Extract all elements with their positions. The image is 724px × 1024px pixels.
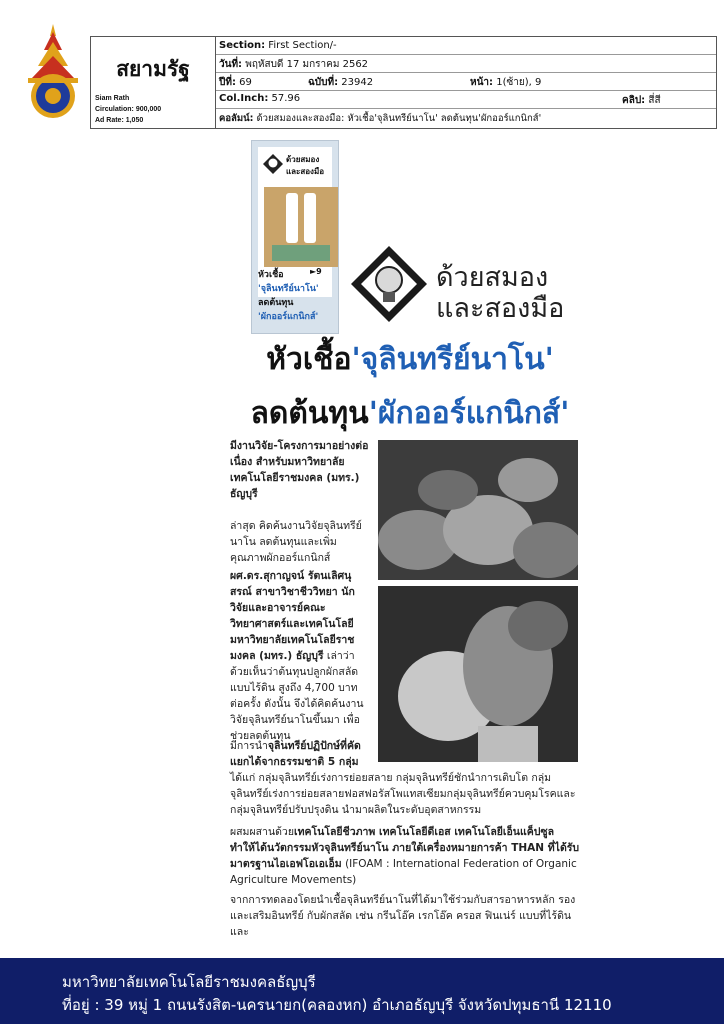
clip-label: คลิป:	[622, 95, 646, 106]
circulation: Circulation: 900,000	[95, 106, 162, 113]
article-paragraph-6	[230, 824, 582, 888]
teaser-page-ref: ►9	[310, 267, 322, 276]
year-row	[219, 75, 252, 90]
article-paragraph-7: จากการทดลองโดยนำเชื้อจุลินทรีย์นาโนที่ได้มาใช้ร่วมกับสารอาหารหลัก รองและเสริมอินทรีย์ กับผักสลัด เช่น กรีนโอ๊ค เรกโอ๊ค ครอส ฟินเน่ร์ แบบที่ไร้ดินและ	[230, 894, 576, 938]
publication-en: Siam Rath	[95, 95, 130, 102]
page-label: หน้า:	[470, 77, 494, 88]
column-value: ด้วยสมองและสองมือ: หัวเชื้อ'จุลินทรีย์นาโน' ลดต้นทุน'ผักออร์แกนิกส์'	[256, 113, 542, 124]
year-label: ปีที่:	[219, 77, 236, 88]
date-label: วันที่:	[219, 59, 243, 70]
front-page-teaser	[251, 140, 339, 334]
paragraph-4-start: มีการนำ	[230, 740, 268, 752]
clipping-info-table	[90, 36, 717, 129]
clip-value: สี่สี	[648, 95, 661, 106]
product-bottles-photo	[264, 187, 338, 267]
section-value: First Section/-	[268, 40, 337, 51]
column-row	[219, 111, 541, 126]
headline-line1	[230, 336, 590, 383]
paragraph-6-rest: (IFOAM : International Federation of Organic Agriculture Movements)	[230, 858, 577, 886]
year-value: 69	[239, 77, 252, 88]
researcher-name: ผศ.ดร.สุกาญจน์ รัตนเลิศนุสรณ์ สาขาวิชาชีววิทยา นักวิจัยและอาจารย์คณะวิทยาศาสตร์และเทคโนโลยี มหาวิทยาลัยเทคโนโลยีราชมงคล (มทร.) ธัญบุรี	[230, 570, 355, 662]
headline-prefix-1: หัวเชื้อ	[266, 342, 352, 377]
article-lead: มีงานวิจัย-โครงการมาอย่างต่อเนื่อง สำหรับมหาวิทยาลัยเทคโนโลยีราชมงคล (มทร.) ธัญบุรี	[230, 440, 369, 500]
column-label: คอลัมน์:	[219, 113, 254, 124]
lightbulb-icon	[349, 244, 429, 324]
teaser-title-line1: ด้วยสมอง	[286, 155, 320, 164]
section-label: Section:	[219, 40, 266, 51]
ad-rate: Ad Rate: 1,050	[95, 117, 144, 124]
colinch-row	[219, 93, 300, 104]
issue-row	[308, 75, 373, 90]
article-paragraph-4	[230, 738, 370, 770]
headline-highlight-2: 'ผักออร์แกนิกส์'	[368, 396, 570, 431]
page-value: 1(ซ้าย), 9	[496, 77, 542, 88]
paragraph-4-bold: จุลินทรีย์ปฏิปักษ์ที่คัดแยกได้จากธรรมชาติ 5 กลุ่ม	[230, 740, 361, 768]
paragraph-6-bold: เทคโนโลยีชีวภาพ เทคโนโลยีดีเอส เทคโนโลยีเอ็นแค็ปซูล ทำให้ได้นวัตกรรมหัวจุลินทรีย์นาโน ภายใต้เครื่องหมายการค้า THAN ที่ได้รับมาตรฐานไอเอฟโอเอเอ็ม	[230, 826, 580, 870]
issue-value: 23942	[341, 77, 374, 88]
section-row	[219, 40, 337, 51]
headline-prefix-2: ลดต้นทุน	[250, 396, 369, 431]
clip-row	[622, 93, 661, 108]
lettuce-greenhouse-photo	[378, 440, 578, 580]
teaser-caption-3: ลดต้นทุน	[258, 298, 294, 308]
column-title-line2: และสองมือ	[436, 293, 565, 324]
paragraph-3-text: เล่าว่า ด้วยเห็นว่าต้นทุนปลูกผักสลัดแบบไร้ดิน สูงถึง 4,700 บาทต่อครั้ง ดังนั้น จึงได้คิดค้นงานวิจัยจุลินทรีย์นาโนขึ้นมา เพื่อช่วยลดต้นทุน	[230, 650, 364, 742]
teaser-caption-1: หัวเชื้อ	[258, 270, 284, 280]
date-row	[219, 57, 368, 72]
publication-box	[91, 37, 216, 128]
article-paragraph-2: ล่าสุด คิดค้นงานวิจัยจุลินทรีย์นาโน ลดต้นทุนและเพิ่มคุณภาพผักออร์แกนิกส์	[230, 520, 362, 564]
lettuce-pot-photo	[378, 586, 578, 762]
teaser-caption-4: 'ผักออร์แกนิกส์'	[258, 312, 319, 322]
clipping-details	[216, 37, 716, 128]
column-title-line1: ด้วยสมอง	[436, 262, 549, 293]
issue-label: ฉบับที่:	[308, 77, 339, 88]
publication-name: สยามรัฐ	[116, 57, 190, 81]
article-paragraph-5: ได้แก่ กลุ่มจุลินทรีย์เร่งการย่อยสลาย กลุ่มจุลินทรีย์ชักนำการเติบโต กลุ่มจุลินทรีย์เร่งการย่อยสลายฟอสฟอรัสโพแทสเซียมกลุ่มจุลินทรีย์ควบคุมโรคและกลุ่มจุลินทรีย์ปรับปรุงดิน นำมาผลิตในระดับอุตสาหกรรม	[230, 772, 576, 816]
colinch-value: 57.96	[271, 93, 301, 104]
paragraph-6-start: ผสมผสานด้วย	[230, 826, 294, 838]
colinch-label: Col.Inch:	[219, 93, 269, 104]
teaser-caption-2: 'จุลินทรีย์นาโน'	[258, 284, 319, 294]
headline-highlight-1: 'จุลินทรีย์นาโน'	[351, 342, 554, 377]
page-row	[470, 75, 541, 90]
university-logo	[22, 22, 84, 122]
lightbulb-icon	[262, 153, 284, 175]
footer-university: มหาวิทยาลัยเทคโนโลยีราชมงคลธัญบุรี	[62, 973, 316, 991]
teaser-title-line2: และสองมือ	[286, 167, 325, 176]
date-value: พฤหัสบดี 17 มกราคม 2562	[245, 59, 369, 70]
article-paragraph-3	[230, 568, 370, 744]
headline-line2	[230, 390, 590, 437]
footer-address: ที่อยู่ : 39 หมู่ 1 ถนนรังสิต-นครนายก(คลองหก) อำเภอธัญบุรี จังหวัดปทุมธานี 12110	[62, 996, 612, 1014]
